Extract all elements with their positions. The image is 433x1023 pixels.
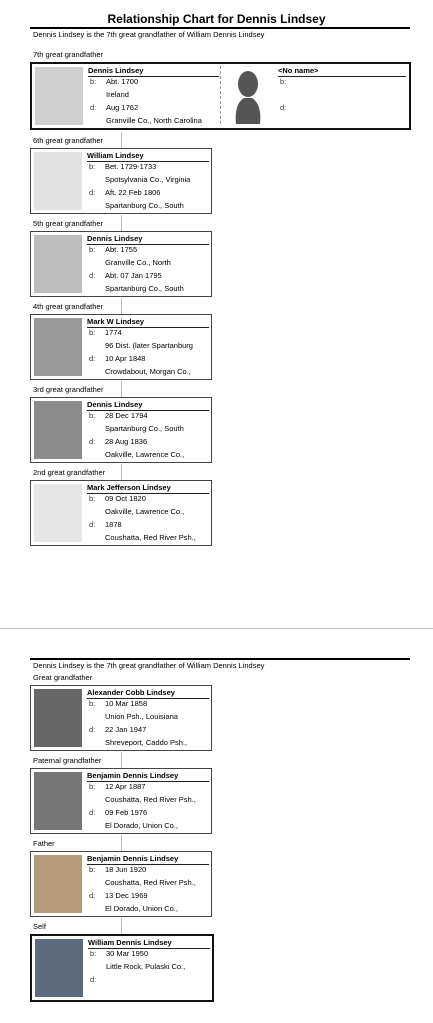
birth-place: Granville Co., North bbox=[105, 258, 171, 267]
birth-label: b: bbox=[89, 411, 96, 420]
person-name: Dennis Lindsey bbox=[88, 65, 219, 77]
birth-place: 96 Dist. (later Spartanburg bbox=[105, 341, 193, 350]
person-card[interactable] bbox=[30, 148, 212, 214]
birth-date: 30 Mar 1950 bbox=[106, 949, 149, 958]
person-card[interactable] bbox=[30, 768, 212, 834]
death-place: Granville Co., North Carolina bbox=[106, 116, 202, 125]
death-place: Oakville, Lawrence Co., bbox=[105, 450, 185, 459]
person-card[interactable] bbox=[30, 851, 212, 917]
birth-date: 09 Oct 1820 bbox=[105, 494, 146, 503]
person-name: Benjamin Dennis Lindsey bbox=[87, 770, 209, 782]
birth-label: b: bbox=[90, 949, 97, 958]
page-title: Relationship Chart for Dennis Lindsey bbox=[107, 12, 326, 26]
page2-rule bbox=[30, 658, 410, 660]
birth-label: b: bbox=[89, 865, 96, 874]
death-date: 28 Aug 1836 bbox=[105, 437, 148, 446]
person-card[interactable] bbox=[30, 231, 212, 297]
death-place: El Dorado, Union Co., bbox=[105, 904, 178, 913]
death-place: Shreveport, Caddo Psh., bbox=[105, 738, 188, 747]
birth-label: b: bbox=[89, 245, 96, 254]
person-name: Dennis Lindsey bbox=[87, 399, 209, 411]
person-photo bbox=[34, 484, 82, 542]
connector-line bbox=[121, 298, 122, 314]
spouse-birth-label: b: bbox=[280, 77, 287, 86]
person-card[interactable] bbox=[30, 480, 212, 546]
generation-label: 5th great grandfather bbox=[33, 219, 104, 228]
person-photo bbox=[34, 152, 82, 210]
birth-label: b: bbox=[89, 328, 96, 337]
birth-date: Bet. 1729-1733 bbox=[105, 162, 157, 171]
death-label: d: bbox=[89, 188, 96, 197]
death-place: Coushatta, Red River Psh., bbox=[105, 533, 196, 542]
person-card[interactable] bbox=[30, 397, 212, 463]
chart-subtitle: Dennis Lindsey is the 7th great grandfather of William Dennis Lindsey bbox=[33, 30, 265, 39]
person-name: Mark Jefferson Lindsey bbox=[87, 482, 209, 494]
connector-line bbox=[121, 464, 122, 480]
page2-subtitle: Dennis Lindsey is the 7th great grandfather of William Dennis Lindsey bbox=[33, 661, 265, 670]
death-label: d: bbox=[90, 975, 97, 984]
birth-place: Union Psh., Louisiana bbox=[105, 712, 178, 721]
birth-place: Spotsylvania Co., Virginia bbox=[105, 175, 191, 184]
birth-place: Coushatta, Red River Psh., bbox=[105, 795, 196, 804]
birth-date: 28 Dec 1794 bbox=[105, 411, 148, 420]
generation-label: Paternal grandfather bbox=[33, 756, 102, 765]
death-date: 13 Dec 1969 bbox=[105, 891, 148, 900]
death-date: 09 Feb 1976 bbox=[105, 808, 148, 817]
death-date: 10 Apr 1848 bbox=[105, 354, 146, 363]
connector-line bbox=[121, 835, 122, 851]
death-label: d: bbox=[89, 437, 96, 446]
death-date: Aug 1762 bbox=[106, 103, 139, 112]
person-photo bbox=[34, 689, 82, 747]
connector-line bbox=[121, 381, 122, 397]
person-photo bbox=[34, 772, 82, 830]
generation-label: 7th great grandfather bbox=[33, 50, 104, 59]
death-place: El Dorado, Union Co., bbox=[105, 821, 178, 830]
death-date: Abt. 07 Jan 1795 bbox=[105, 271, 162, 280]
death-place: Spartanburg Co., South bbox=[105, 284, 184, 293]
person-card[interactable] bbox=[30, 934, 214, 1002]
person-photo bbox=[35, 67, 83, 125]
person-name: William Lindsey bbox=[87, 150, 209, 162]
connector-line bbox=[121, 752, 122, 768]
birth-label: b: bbox=[89, 494, 96, 503]
birth-date: 18 Jun 1920 bbox=[105, 865, 147, 874]
page-break bbox=[0, 628, 433, 629]
birth-date: Abt. 1755 bbox=[105, 245, 138, 254]
person-name: William Dennis Lindsey bbox=[88, 937, 210, 949]
birth-place: Little Rock, Pulaski Co., bbox=[106, 962, 186, 971]
generation-label: 3rd great grandfather bbox=[33, 385, 104, 394]
birth-label: b: bbox=[89, 699, 96, 708]
death-label: d: bbox=[89, 725, 96, 734]
spouse-name: <No name> bbox=[278, 65, 406, 77]
person-photo bbox=[34, 401, 82, 459]
birth-place: Oakville, Lawrence Co., bbox=[105, 507, 185, 516]
generation-label: Great grandfather bbox=[33, 673, 93, 682]
person-card[interactable] bbox=[30, 685, 212, 751]
generation-label: Father bbox=[33, 839, 55, 848]
death-label: d: bbox=[89, 271, 96, 280]
birth-label: b: bbox=[90, 77, 97, 86]
death-date: 1878 bbox=[105, 520, 122, 529]
generation-label: 6th great grandfather bbox=[33, 136, 104, 145]
spouse-divider bbox=[220, 66, 221, 124]
birth-label: b: bbox=[89, 782, 96, 791]
person-name: Alexander Cobb Lindsey bbox=[87, 687, 209, 699]
birth-date: 12 Apr 1887 bbox=[105, 782, 146, 791]
connector-line bbox=[121, 215, 122, 231]
death-label: d: bbox=[89, 520, 96, 529]
person-name: Benjamin Dennis Lindsey bbox=[87, 853, 209, 865]
person-photo bbox=[34, 855, 82, 913]
birth-date: 1774 bbox=[105, 328, 122, 337]
birth-place: Ireland bbox=[106, 90, 129, 99]
silhouette-icon bbox=[230, 68, 266, 124]
person-name: Mark W Lindsey bbox=[87, 316, 209, 328]
birth-place: Spartanburg Co., South bbox=[105, 424, 184, 433]
generation-label: 4th great grandfather bbox=[33, 302, 104, 311]
spouse-death-label: d: bbox=[280, 103, 287, 112]
death-place: Spartanburg Co., South bbox=[105, 201, 184, 210]
death-place: Crowdabout, Morgan Co., bbox=[105, 367, 191, 376]
birth-label: b: bbox=[89, 162, 96, 171]
person-photo bbox=[34, 318, 82, 376]
connector-line bbox=[121, 918, 122, 934]
death-label: d: bbox=[89, 354, 96, 363]
generation-label: 2nd great grandfather bbox=[33, 468, 106, 477]
birth-place: Coushatta, Red River Psh., bbox=[105, 878, 196, 887]
person-card[interactable] bbox=[30, 314, 212, 380]
generation-label: Self bbox=[33, 922, 46, 931]
death-label: d: bbox=[89, 891, 96, 900]
birth-date: 10 Mar 1858 bbox=[105, 699, 148, 708]
connector-line bbox=[121, 132, 122, 148]
person-name: Dennis Lindsey bbox=[87, 233, 209, 245]
death-date: Aft. 22 Feb 1806 bbox=[105, 188, 161, 197]
death-label: d: bbox=[89, 808, 96, 817]
death-label: d: bbox=[90, 103, 97, 112]
death-date: 22 Jan 1947 bbox=[105, 725, 147, 734]
person-card[interactable] bbox=[30, 62, 411, 130]
person-photo bbox=[35, 939, 83, 997]
birth-date: Abt. 1700 bbox=[106, 77, 139, 86]
title-rule bbox=[30, 27, 410, 29]
person-photo bbox=[34, 235, 82, 293]
